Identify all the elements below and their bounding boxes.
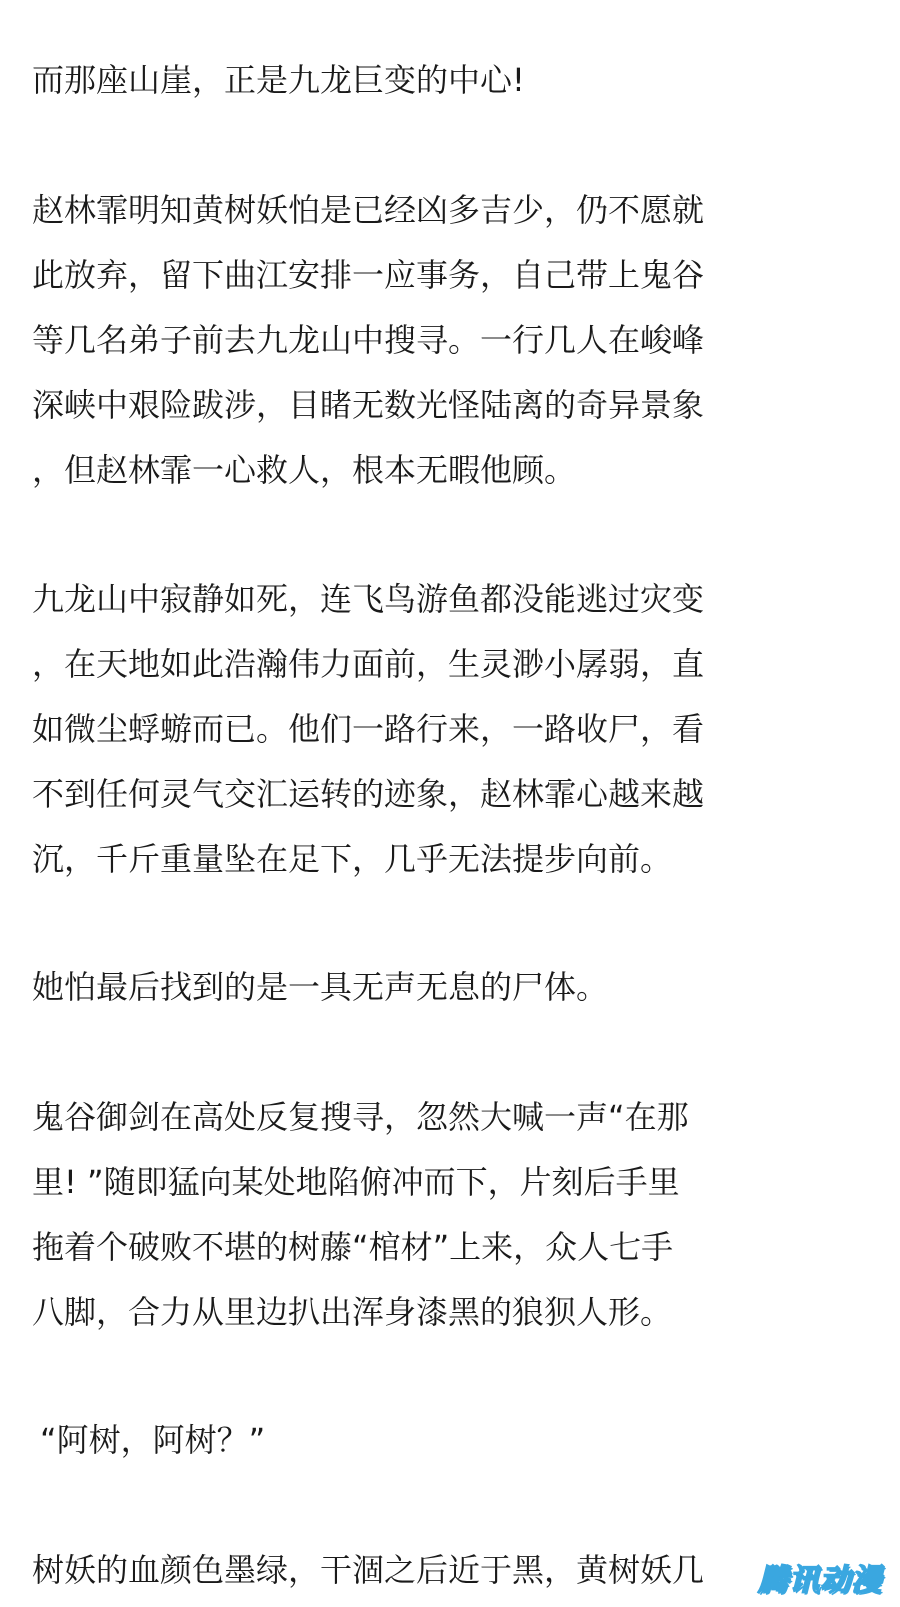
text-line: 她怕最后找到的是一具无声无息的尸体。	[32, 968, 609, 1006]
text-line: 里! ”随即猛向某处地陷俯冲而下，片刻后手里	[32, 1163, 680, 1201]
paragraph	[40, 1408, 265, 1473]
text-line: 赵林霏明知黄树妖怕是已经凶多吉少，仍不愿就	[32, 191, 705, 229]
paragraph	[32, 1085, 689, 1345]
text-line: 此放弃，留下曲江安排一应事务，自己带上鬼谷	[32, 256, 705, 294]
text-line: 深峡中艰险跋涉，目睹无数光怪陆离的奇异景象	[32, 386, 705, 424]
paragraph	[32, 1538, 704, 1603]
text-line: 不到任何灵气交汇运转的迹象，赵林霏心越来越	[32, 775, 705, 813]
text-line: 八脚，合力从里边扒出浑身漆黑的狼狈人形。	[32, 1293, 673, 1331]
paragraph	[32, 955, 608, 1020]
text-line: 如微尘蜉蝣而已。他们一路行来，一路收尸，看	[32, 710, 705, 748]
paragraph	[32, 48, 525, 113]
text-line: 拖着个破败不堪的树藤“棺材”上来，众人七手	[32, 1228, 674, 1266]
text-line: “阿树，阿树？”	[40, 1421, 266, 1459]
text-line: ，在天地如此浩瀚伟力面前，生灵渺小孱弱，直	[32, 645, 705, 683]
text-line: 等几名弟子前去九龙山中搜寻。一行几人在峻峰	[32, 321, 705, 359]
paragraph	[32, 178, 704, 503]
paragraph	[32, 567, 704, 892]
text-line: 而那座山崖，正是九龙巨变的中心!	[32, 61, 525, 99]
text-line: 九龙山中寂静如死，连飞鸟游鱼都没能逃过灾变	[32, 580, 705, 618]
watermark-text: 腾讯动漫	[758, 1563, 882, 1598]
text-line: 鬼谷御剑在高处反复搜寻，忽然大喊一声“在那	[32, 1098, 689, 1136]
text-line: 沉，千斤重量坠在足下，几乎无法提步向前。	[32, 840, 673, 878]
text-line: 树妖的血颜色墨绿，干涸之后近于黑，黄树妖几	[32, 1551, 705, 1589]
watermark-logo	[732, 1555, 882, 1599]
text-line: ，但赵林霏一心救人，根本无暇他顾。	[32, 451, 577, 489]
